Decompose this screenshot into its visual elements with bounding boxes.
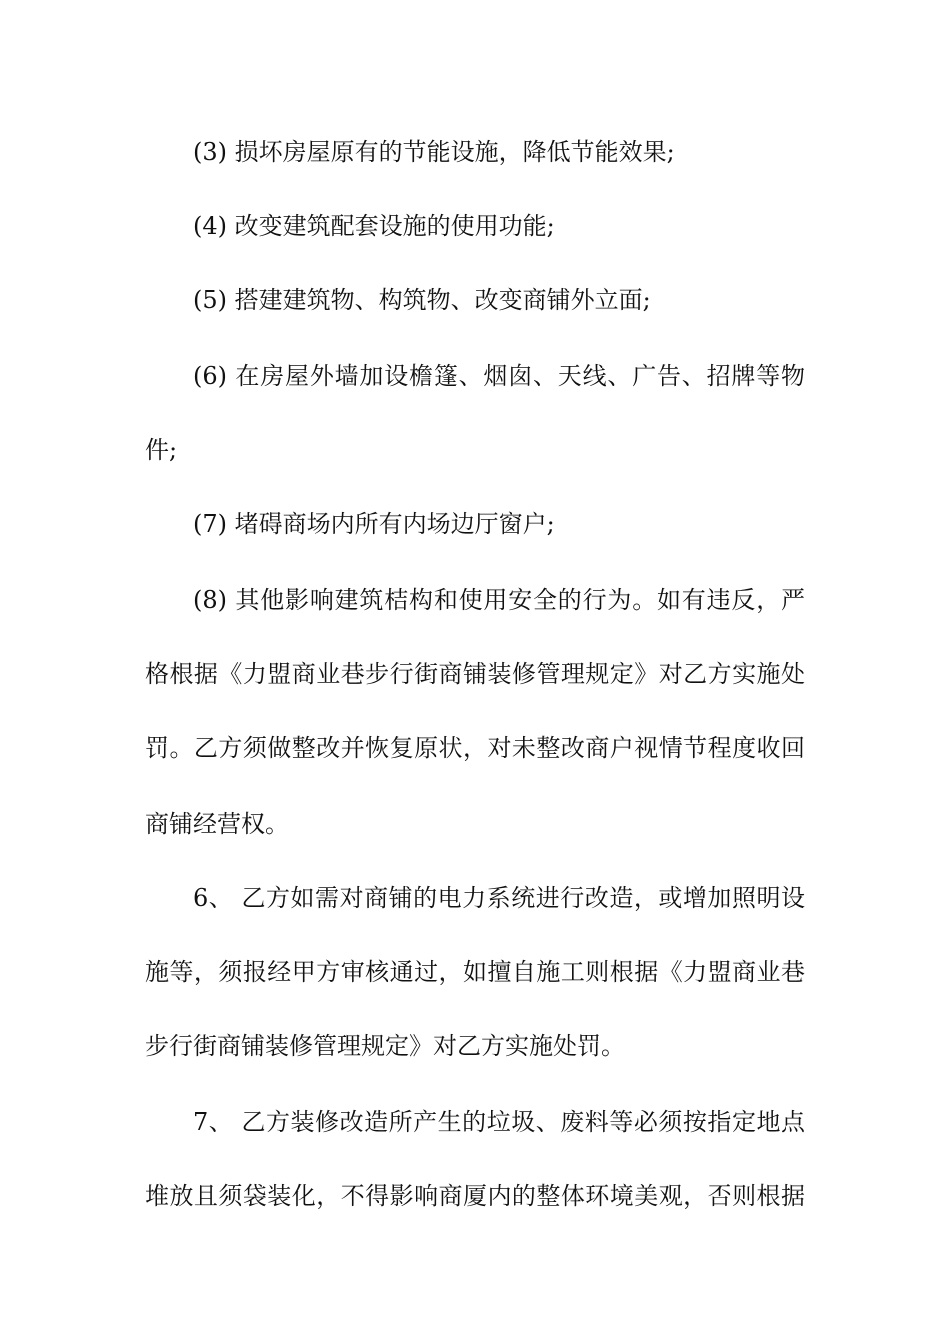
clause-8-line-1: (8) 其他影响建筑桔构和使用安全的行为。如有违反，严 (193, 586, 805, 614)
clause-6-line-1: (6) 在房屋外墙加设檐篷、烟囱、天线、广告、招牌等物 (193, 362, 805, 390)
article-6-line-3: 步行街商铺装修管理规定》对乙方实施处罚。 (145, 1032, 625, 1060)
clause-4: (4) 改变建筑配套设施的使用功能; (193, 212, 555, 240)
clause-8-line-4: 商铺经营权。 (145, 810, 289, 838)
clause-5: (5) 搭建建筑物、构筑物、改变商铺外立面; (193, 286, 651, 314)
article-7-line-2: 堆放且须袋装化，不得影响商厦内的整体环境美观，否则根据 (145, 1182, 805, 1210)
clause-3: (3) 损坏房屋原有的节能设施，降低节能效果; (193, 138, 675, 166)
clause-7: (7) 堵碍商场内所有内场边厅窗户; (193, 510, 555, 538)
clause-8-line-3: 罚。乙方须做整改并恢复原状，对未整改商户视情节程度收回 (145, 734, 805, 762)
clause-8-line-2: 格根据《力盟商业巷步行街商铺装修管理规定》对乙方实施处 (145, 660, 805, 688)
clause-6-line-2: 件; (145, 436, 178, 464)
article-6-line-2: 施等，须报经甲方审核通过，如擅自施工则根据《力盟商业巷 (145, 958, 805, 986)
article-7-line-1: 7、 乙方装修改造所产生的垃圾、废料等必须按指定地点 (193, 1108, 805, 1136)
article-6-line-1: 6、 乙方如需对商铺的电力系统进行改造，或增加照明设 (193, 884, 805, 912)
